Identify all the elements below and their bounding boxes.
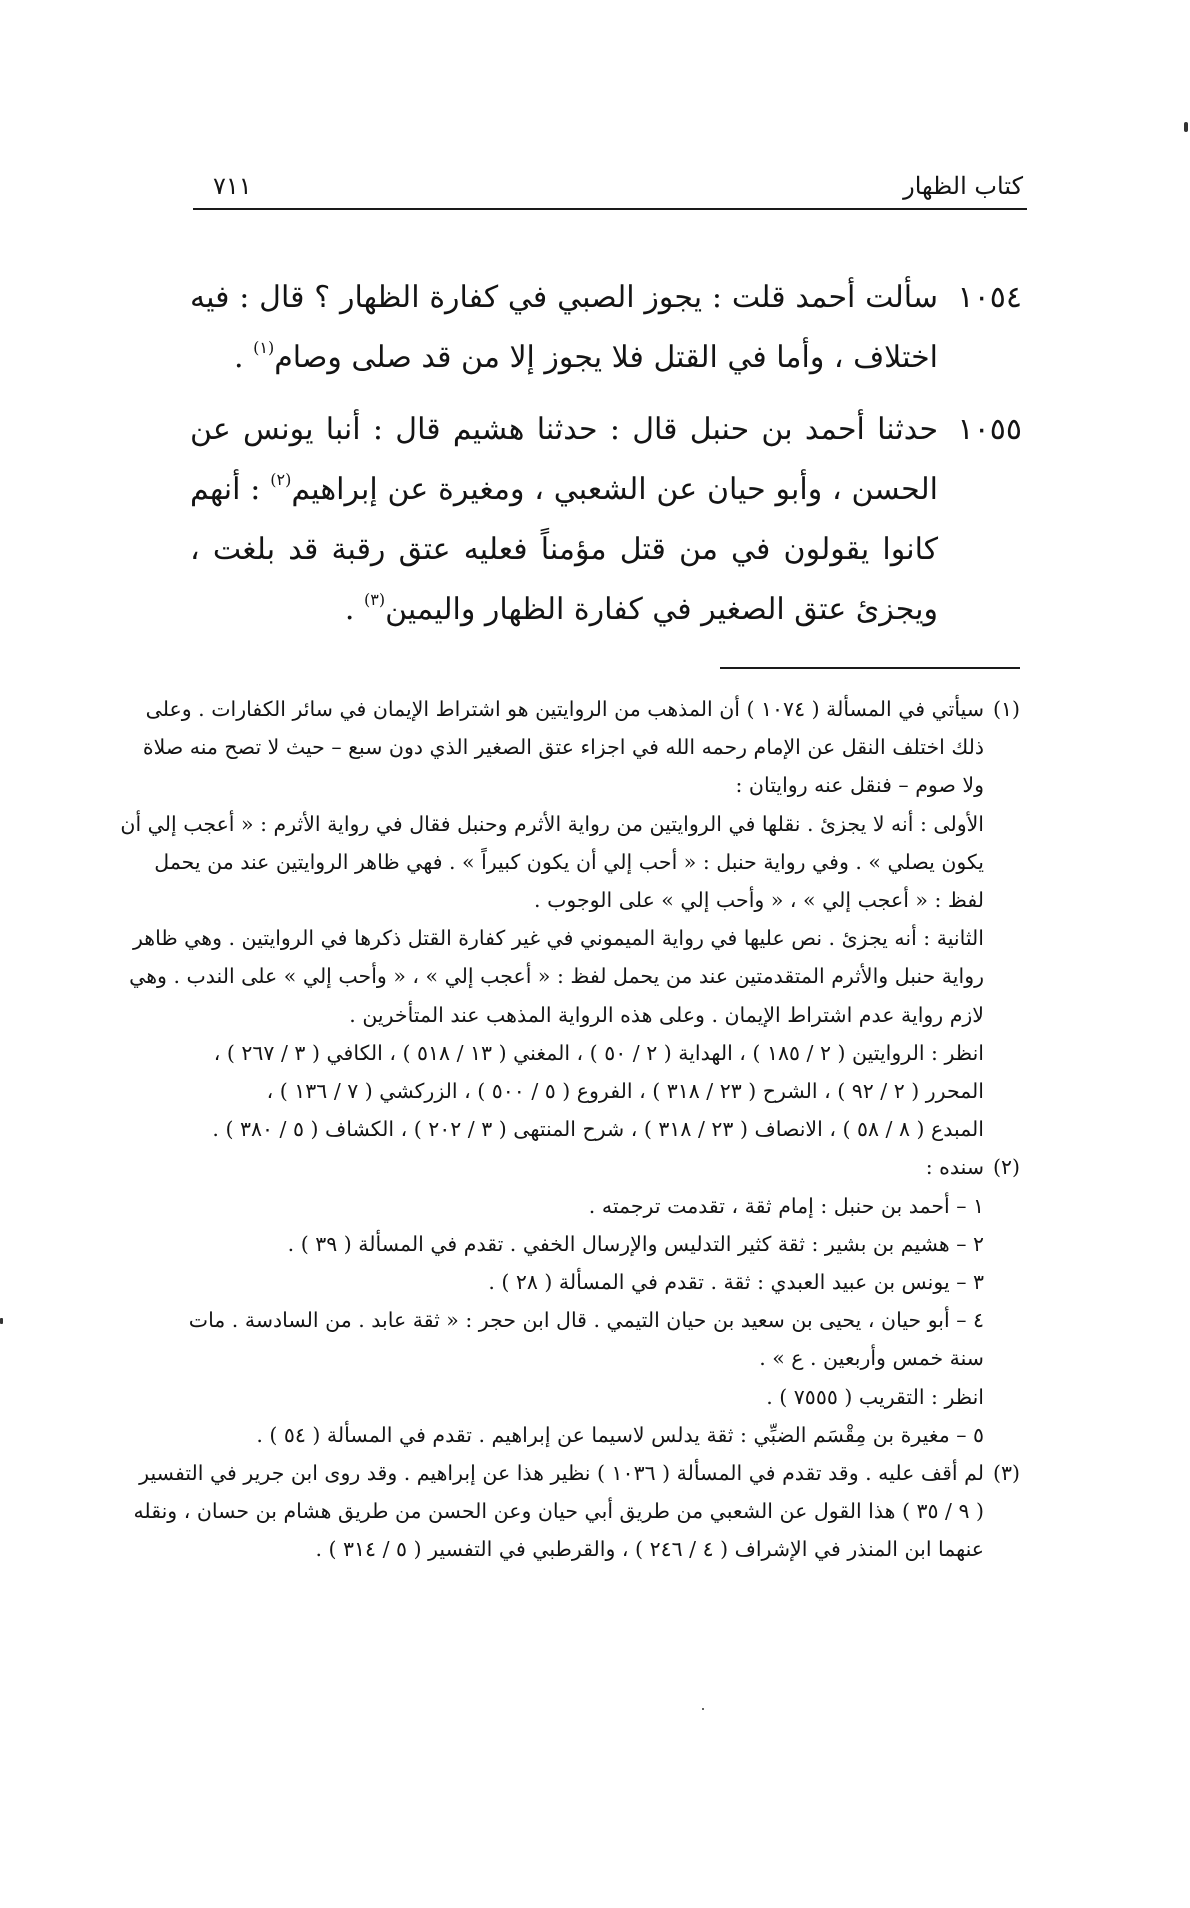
sanad-item: ٤ – أبو حيان ، يحيى بن سعيد بن حيان التيمي . قال ابن حجر : « ثقة عابد . من السادسة . مات [188, 1308, 984, 1333]
footnote-line: الثانية : أنه يجزئ . نص عليها في رواية الميموني في غير كفارة القتل ذكرها في الروايتين . وهي ظاهر [132, 926, 984, 951]
sanad-item: انظر : التقريب ( ٧٥٥٥ ) . [766, 1384, 984, 1409]
sanad-item: ٥ – مغيرة بن مِقْسَم الضبِّي : ثقة يدلس لاسيما عن إبراهيم . تقدم في المسألة ( ٥٤ ) . [256, 1422, 984, 1447]
book-title: كتاب الظهار [903, 172, 1023, 200]
entry-body [190, 400, 938, 640]
scan-speck [1184, 122, 1188, 132]
footnote-line: رواية حنبل والأثرم المتقدمتين عند من يحمل لفظ : « أعجب إلي » ، « وأحب إلي » على الندب . وهي [129, 964, 984, 989]
footnote-line: الأولى : أنه لا يجزئ . نقلها في الروايتين من رواية الأثرم وحنبل فقال في رواية الأثرم : « أعجب إلي أن [120, 811, 984, 836]
footnote-number: (٢) [992, 1155, 1020, 1180]
entry-text-end: . [344, 592, 364, 627]
scan-speck [0, 1318, 3, 1324]
footnotes [120, 690, 1020, 1569]
footnote-line: لازم رواية عدم اشتراط الإيمان . وعلى هذه الرواية المذهب عند المتأخرين . [349, 1002, 984, 1027]
footnote-line: انظر : الروايتين ( ٢ / ١٨٥ ) ، الهداية ( ٢ / ٥٠ ) ، المغني ( ١٣ / ٥١٨ ) ، الكافي ( ٣ / ٢٦٧ ) ، [213, 1040, 984, 1065]
footnote-2 [188, 1148, 1020, 1454]
footnote-1 [120, 690, 1020, 1148]
entry-1054 [190, 268, 1022, 388]
scan-speck [702, 1708, 704, 1710]
entry-1055 [190, 400, 1022, 640]
sanad-heading: سنده : [925, 1155, 984, 1180]
footnote-ref[interactable]: (٣) [363, 590, 386, 609]
entry-text: حدثنا أحمد بن حنبل قال : حدثنا هشيم قال : أنبا يونس عن الحسن ، وأبو حيان عن الشعبي ، ومغيرة عن إبراهيم [190, 412, 938, 507]
footnote-line: لفظ : « أعجب إلي » ، « وأحب إلي » على الوجوب . [534, 888, 984, 913]
footnote-line: يكون يصلي » . وفي رواية حنبل : « أحب إلي أن يكون كبيراً » . فهي ظاهر الروايتين عند من يحمل [154, 849, 984, 874]
footnote-number: (١) [992, 697, 1020, 721]
footnote-line: ذلك اختلف النقل عن الإمام رحمه الله في اجزاء عتق الصغير الذي دون سبع – حيث لا تصح منه صلاة [142, 735, 984, 760]
footnote-line: ولا صوم – فنقل عنه روايتان : [735, 773, 984, 798]
footnote-ref[interactable]: (٢) [270, 470, 292, 489]
footnote-line: لم أقف عليه . وقد تقدم في المسألة ( ١٠٣٦ ) نظير هذا عن إبراهيم . وقد روى ابن جرير في التفسير [139, 1461, 984, 1486]
footnote-line: سيأتي في المسألة ( ١٠٧٤ ) أن المذهب من الروايتين هو اشتراط الإيمان في سائر الكفارات . وعلى [145, 697, 984, 721]
sanad-item: ١ – أحمد بن حنبل : إمام ثقة ، تقدمت ترجمته . [588, 1193, 984, 1218]
entry-number: ١٠٥٤ [957, 280, 1022, 315]
sanad-item: سنة خمس وأربعين . ع » . [759, 1346, 984, 1371]
running-header [193, 172, 1027, 210]
footnote-line: ( ٩ / ٣٥ ) هذا القول عن الشعبي من طريق أبي حيان وعن الحسن من طريق هشام بن حسان ، ونقله [133, 1499, 984, 1524]
main-text [190, 268, 1022, 648]
footnote-line: المبدع ( ٨ / ٥٨ ) ، الانصاف ( ٢٣ / ٣١٨ ) ، شرح المنتهى ( ٣ / ٢٠٢ ) ، الكشاف ( ٥ / ٣٨٠ ) . [212, 1117, 984, 1142]
page-number: ٧١١ [213, 172, 252, 200]
entry-text-middle: : أنهم كانوا يقولون في من قتل مؤمناً فعليه عتق رقبة قد بلغت ، ويجزئ عتق الصغير في كفارة الظهار واليمين [190, 472, 938, 627]
entry-text: سألت أحمد قلت : يجوز الصبي في كفارة الظهار ؟ قال : فيه اختلاف ، وأما في القتل فلا يجوز إلا من قد صلى وصام [190, 280, 938, 375]
entry-body [190, 268, 938, 388]
footnote-number: (٣) [992, 1461, 1020, 1486]
entry-number: ١٠٥٥ [957, 412, 1022, 447]
footnote-3 [133, 1454, 1020, 1569]
footnote-ref[interactable]: (١) [253, 338, 275, 357]
sanad-item: ٣ – يونس بن عبيد العبدي : ثقة . تقدم في المسألة ( ٢٨ ) . [488, 1270, 984, 1295]
footnote-line: عنهما ابن المنذر في الإشراف ( ٤ / ٢٤٦ ) ، والقرطبي في التفسير ( ٥ / ٣١٤ ) . [315, 1537, 984, 1562]
sanad-item: ٢ – هشيم بن بشير : ثقة كثير التدليس والإرسال الخفي . تقدم في المسألة ( ٣٩ ) . [287, 1231, 984, 1256]
entry-text-end: . [234, 340, 254, 375]
footnote-line: المحرر ( ٢ / ٩٢ ) ، الشرح ( ٢٣ / ٣١٨ ) ، الفروع ( ٥ / ٥٠٠ ) ، الزركشي ( ٧ / ١٣٦ ) ، [266, 1079, 984, 1104]
footnote-separator [720, 667, 1020, 669]
